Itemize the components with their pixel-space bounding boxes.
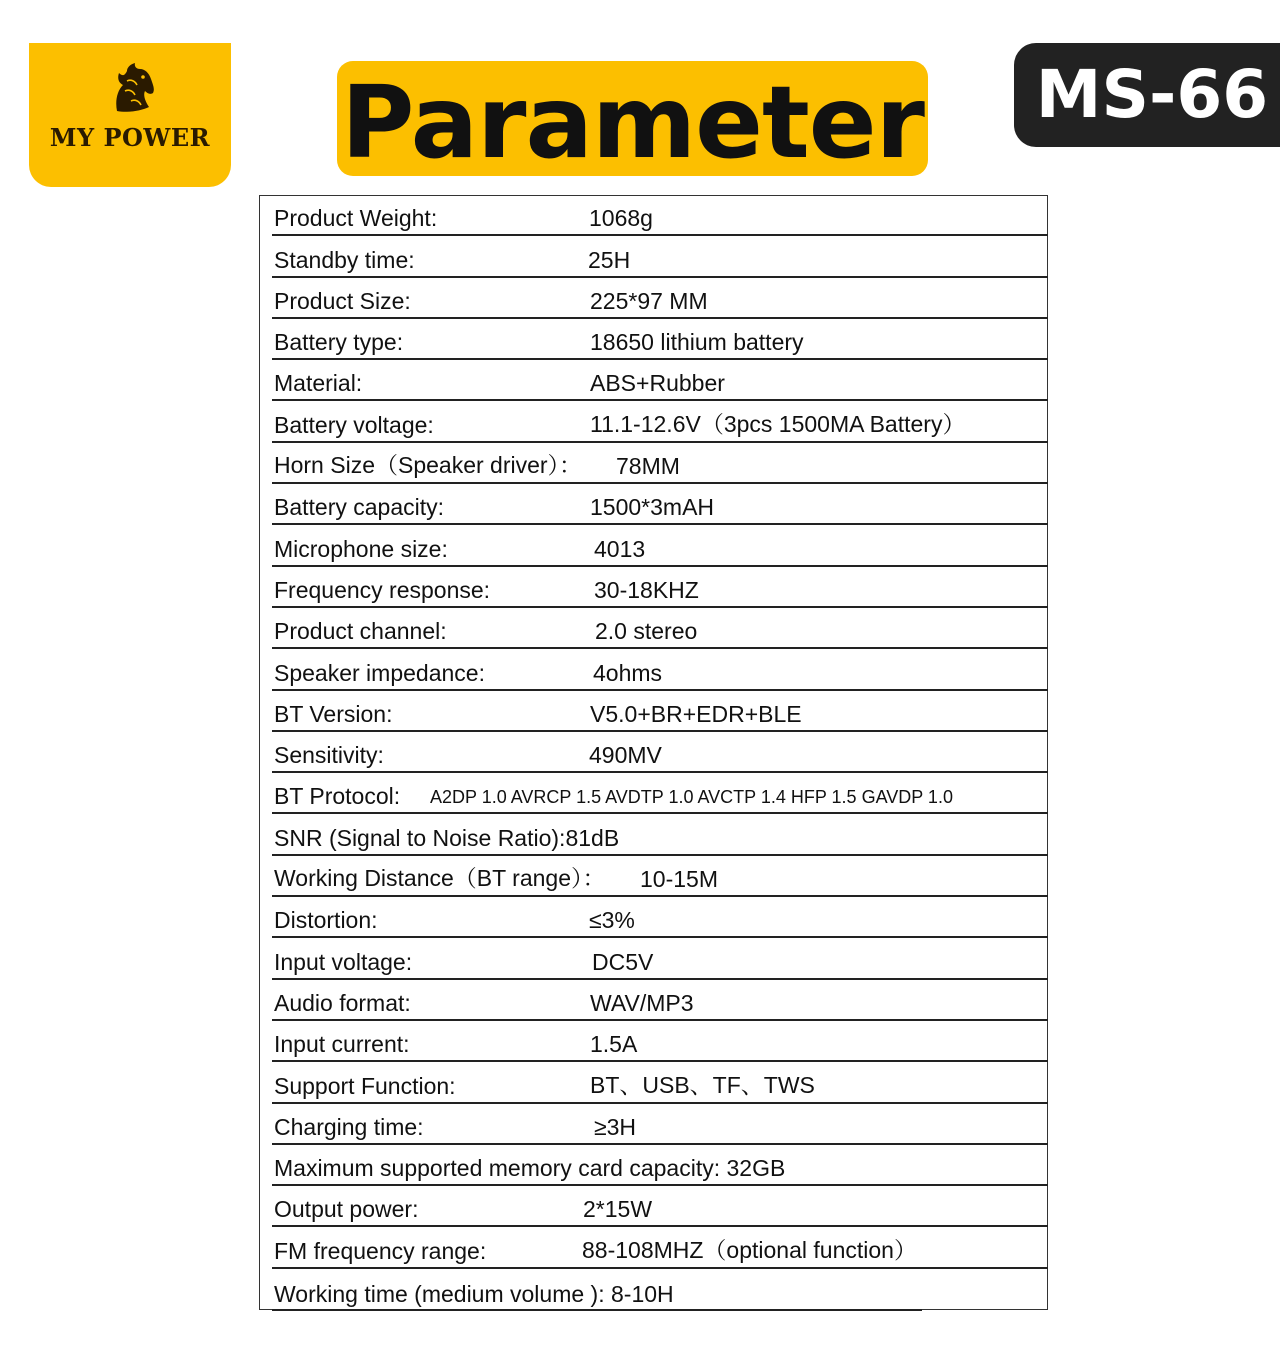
spec-row [272,980,1048,1021]
spec-value: A2DP 1.0 AVRCP 1.5 AVDTP 1.0 AVCTP 1.4 HFP 1.5 GAVDP 1.0 [430,787,953,808]
spec-row [272,401,1048,442]
spec-value: 2*15W [583,1196,653,1223]
spec-full-text: Working time (medium volume ): 8-10H [274,1281,674,1308]
horse-head-icon [107,61,157,113]
spec-label: Microphone size: [274,535,448,562]
spec-value: ≤3% [589,907,635,934]
brand-logo [29,43,231,187]
spec-row [272,732,1048,773]
spec-value: 1500*3mAH [590,494,715,521]
spec-label: BT Protocol: [274,783,401,810]
spec-label: Sensitivity: [274,742,384,769]
spec-value: 4013 [594,535,646,562]
spec-label: FM frequency range: [274,1237,487,1264]
spec-value: 1.5A [590,1031,638,1058]
spec-value: 2.0 stereo [595,618,698,645]
spec-row [272,1227,1048,1268]
spec-label: Battery capacity: [274,494,445,521]
spec-value: WAV/MP3 [590,989,694,1016]
spec-row [272,608,1048,649]
spec-value: BT、USB、TF、TWS [590,1071,815,1098]
spec-value: 10-15M [640,866,718,893]
spec-row [272,1186,1048,1227]
spec-value: 11.1-12.6V（3pcs 1500MA Battery） [590,410,966,437]
spec-row [272,691,1048,732]
spec-row [272,814,1048,855]
spec-row [272,319,1048,360]
spec-value: 225*97 MM [590,287,708,314]
spec-row [272,1062,1048,1103]
spec-label: Input current: [274,1031,410,1058]
spec-label: Working Distance（BT range）： [274,865,606,892]
spec-value: 18650 lithium battery [590,329,804,356]
spec-label: Product channel: [274,618,447,645]
spec-row [272,443,1048,484]
spec-label: Charging time: [274,1113,424,1140]
spec-full-text: SNR (Signal to Noise Ratio):81dB [274,824,620,851]
spec-row [272,278,1048,319]
spec-row [272,649,1048,690]
spec-label: Distortion: [274,907,378,934]
brand-name: MY POWER [49,123,211,152]
spec-label: Standby time: [274,246,415,273]
spec-table [272,195,1048,1310]
spec-label: Support Function: [274,1072,456,1099]
spec-label: Audio format: [274,989,411,1016]
spec-row [272,773,1048,814]
spec-value: 1068g [589,205,653,232]
spec-label: BT Version: [274,700,393,727]
spec-label: Input voltage: [274,948,413,975]
title-banner [337,61,928,181]
spec-row [272,360,1048,401]
spec-full-text: Maximum supported memory card capacity: 32GB [274,1155,786,1182]
spec-value: 30-18KHZ [594,576,699,603]
spec-label: Horn Size（Speaker driver）： [274,452,583,479]
spec-row [272,856,1048,897]
spec-row [272,484,1048,525]
spec-label: Product Size: [274,287,411,314]
spec-row [272,567,1048,608]
spec-row [272,525,1048,566]
spec-row [272,1269,1048,1310]
spec-label: Frequency response: [274,576,491,603]
spec-value: V5.0+BR+EDR+BLE [590,700,802,727]
spec-label: Output power: [274,1196,419,1223]
spec-value: 88-108MHZ（optional function） [582,1236,917,1263]
spec-row [272,195,1048,236]
spec-row [272,938,1048,979]
spec-value: 490MV [589,742,662,769]
spec-label: Material: [274,370,363,397]
spec-label: Speaker impedance: [274,659,485,686]
spec-label: Battery type: [274,329,404,356]
spec-value: 78MM [616,453,680,480]
spec-row [272,236,1048,277]
table-bottom-rule [272,1309,922,1311]
model-number: MS-66 [1035,56,1269,133]
spec-row [272,1104,1048,1145]
spec-value: 25H [588,246,631,273]
spec-label: Battery voltage: [274,411,434,438]
spec-value: 4ohms [593,659,663,686]
spec-row [272,897,1048,938]
page-title: Parameter [341,63,924,181]
spec-label: Product Weight: [274,205,438,232]
spec-row [272,1145,1048,1186]
model-badge [1014,43,1280,147]
spec-row [272,1021,1048,1062]
spec-value: ABS+Rubber [590,370,725,397]
spec-value: DC5V [592,948,654,975]
spec-value: ≥3H [594,1113,637,1140]
